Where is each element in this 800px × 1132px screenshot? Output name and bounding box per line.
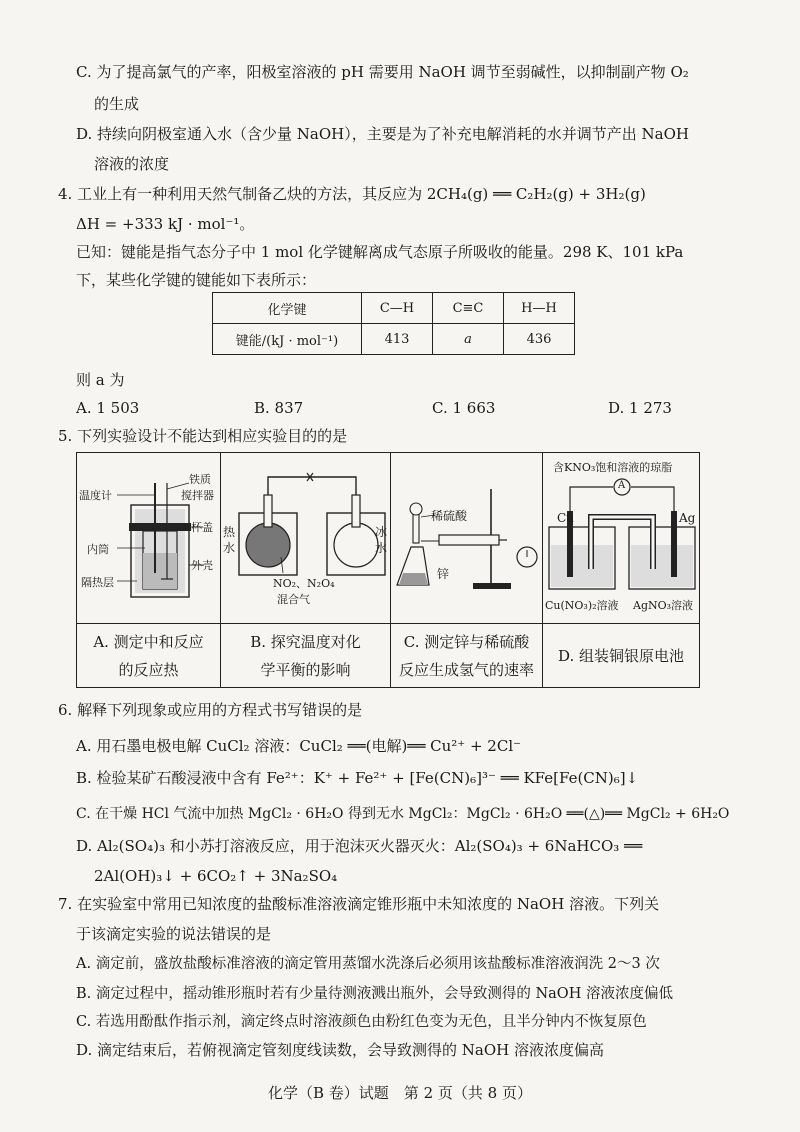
- caption-b-line2: 学平衡的影响: [260, 661, 351, 679]
- label-inner: 内筒: [87, 543, 109, 556]
- caption-a-line2: 的反应热: [118, 661, 179, 679]
- label-outer: 外壳: [191, 559, 213, 572]
- table-cell: a: [433, 324, 504, 355]
- label-copper: Cu: [557, 511, 574, 525]
- caption-d: [543, 623, 699, 687]
- q6-option-d-line2: 2Al(OH)₃↓ + 6CO₂↑ + 3Na₂SO₄: [94, 867, 338, 885]
- label-silver: Ag: [679, 511, 696, 525]
- table-cell: 键能/(kJ · mol⁻¹): [213, 324, 362, 355]
- q3-option-c-line2: 的生成: [94, 95, 140, 113]
- q6-option-b: B. 检验某矿石酸浸液中含有 Fe²⁺：K⁺ + Fe²⁺ + [Fe(CN)₆]³⁻ ══ KFe[Fe(CN)₆]↓: [76, 769, 639, 787]
- q6-option-c: C. 在干燥 HCl 气流中加热 MgCl₂ · 6H₂O 得到无水 MgCl₂：MgCl₂ · 6H₂O ══(△)══ MgCl₂ + 6H₂O: [76, 806, 730, 822]
- q7-option-c: C. 若选用酚酞作指示剂，滴定终点时溶液颜色由粉红色变为无色，且半分钟内不恢复原色: [76, 1014, 647, 1030]
- caption-c-line2: 反应生成氢气的速率: [398, 661, 534, 679]
- q7-option-d: D. 滴定结束后，若俯视滴定管刻度线读数，会导致测得的 NaOH 溶液浓度偏高: [76, 1041, 605, 1059]
- apparatus-figure: [76, 452, 700, 688]
- q4-stem-line1: 4. 工业上有一种利用天然气制备乙炔的方法，其反应为 2CH₄(g) ══ C₂H₂(g) + 3H₂(g): [58, 185, 646, 203]
- label-insulation: 隔热层: [81, 576, 114, 589]
- label-gas-1: NO₂、N₂O₄: [273, 577, 335, 590]
- label-hot-water-1: 热: [223, 525, 236, 539]
- label-zinc: 锌: [437, 567, 450, 581]
- label-salt-bridge: 含KNO₃饱和溶液的琼脂: [553, 461, 673, 474]
- label-ice-water-2: 水: [375, 541, 388, 555]
- apparatus-d: [543, 453, 701, 623]
- apparatus-a: [77, 453, 221, 623]
- label-thermometer: 温度计: [79, 489, 112, 502]
- q4-ask: 则 a 为: [76, 371, 125, 389]
- label-stirrer-1: 铁质: [189, 473, 211, 486]
- q7-option-b: B. 滴定过程中，摇动锥形瓶时若有少量待测液溅出瓶外，会导致测得的 NaOH 溶液浓度偏低: [76, 986, 673, 1002]
- table-header-cell: C—H: [362, 293, 433, 324]
- q3-option-d-line1: D. 持续向阴极室通入水（含少量 NaOH），主要是为了补充电解消耗的水并调节产出 NaOH: [76, 125, 689, 143]
- bond-energy-table: [212, 292, 575, 355]
- caption-a-line1: A. 测定中和反应: [93, 633, 204, 651]
- q7-stem-line1: 7. 在实验室中常用已知浓度的盐酸标准溶液滴定锥形瓶中未知浓度的 NaOH 溶液。下列关: [58, 895, 660, 913]
- label-copper-nitrate: Cu(NO₃)₂溶液: [545, 599, 619, 612]
- label-dilute-acid: 稀硫酸: [431, 509, 468, 523]
- apparatus-c: [391, 453, 543, 623]
- q4-stem-line4: 下，某些化学键的键能如下表所示：: [76, 271, 317, 289]
- label-silver-nitrate: AgNO₃溶液: [633, 599, 694, 612]
- caption-c: [391, 623, 543, 687]
- table-header-cell: 化学键: [213, 293, 362, 324]
- q3-option-d-line2: 溶液的浓度: [94, 155, 170, 173]
- label-ice-water-1: 冰: [375, 525, 388, 539]
- caption-d-line1: D. 组装铜银原电池: [557, 647, 685, 665]
- label-lid: 杯盖: [191, 521, 213, 534]
- q6-stem: 6. 解释下列现象或应用的方程式书写错误的是: [58, 701, 363, 719]
- label-gas-2: 混合气: [277, 593, 310, 606]
- reaction-rate-diagram: [391, 453, 543, 623]
- q4-option-c: C. 1 663: [432, 399, 496, 417]
- q4-option-a: A. 1 503: [76, 399, 140, 417]
- caption-b: [221, 623, 391, 687]
- table-header-cell: C≡C: [433, 293, 504, 324]
- caption-b-line1: B. 探究温度对化: [250, 633, 361, 651]
- q5-stem: 5. 下列实验设计不能达到相应实验目的的是: [58, 427, 348, 445]
- caption-c-line1: C. 测定锌与稀硫酸: [403, 633, 530, 651]
- q6-option-a: A. 用石墨电极电解 CuCl₂ 溶液：CuCl₂ ══(电解)══ Cu²⁺ + 2Cl⁻: [76, 737, 522, 755]
- page-footer: 化学（B 卷）试题 第 2 页（共 8 页）: [268, 1084, 532, 1102]
- label-hot-water-2: 水: [223, 541, 236, 555]
- q6-option-d-line1: D. Al₂(SO₄)₃ 和小苏打溶液反应，用于泡沫灭火器灭火：Al₂(SO₄)₃ + 6NaHCO₃ ══: [76, 837, 643, 855]
- q7-stem-line2: 于该滴定实验的说法错误的是: [76, 925, 272, 943]
- q4-option-d: D. 1 273: [608, 399, 672, 417]
- table-cell: 413: [362, 324, 433, 355]
- q4-option-b: B. 837: [254, 399, 304, 417]
- q7-option-a: A. 滴定前，盛放盐酸标准溶液的滴定管用蒸馏水洗涤后必须用该盐酸标准溶液润洗 2～3 次: [76, 956, 660, 972]
- apparatus-b: [221, 453, 391, 623]
- table-cell: 436: [504, 324, 575, 355]
- label-stirrer-2: 搅拌器: [181, 489, 214, 502]
- table-header-cell: H—H: [504, 293, 575, 324]
- q3-option-c-line1: C. 为了提高氯气的产率，阳极室溶液的 pH 需要用 NaOH 调节至弱碱性，以抑制副产物 O₂: [76, 63, 689, 81]
- q4-stem-line3: 已知：键能是指气态分子中 1 mol 化学键解离成气态原子所吸收的能量。298 K、101 kPa: [76, 243, 684, 261]
- label-ammeter: A: [618, 480, 626, 491]
- caption-a: [77, 623, 221, 687]
- q4-stem-line2: ΔH = +333 kJ · mol⁻¹。: [76, 215, 255, 233]
